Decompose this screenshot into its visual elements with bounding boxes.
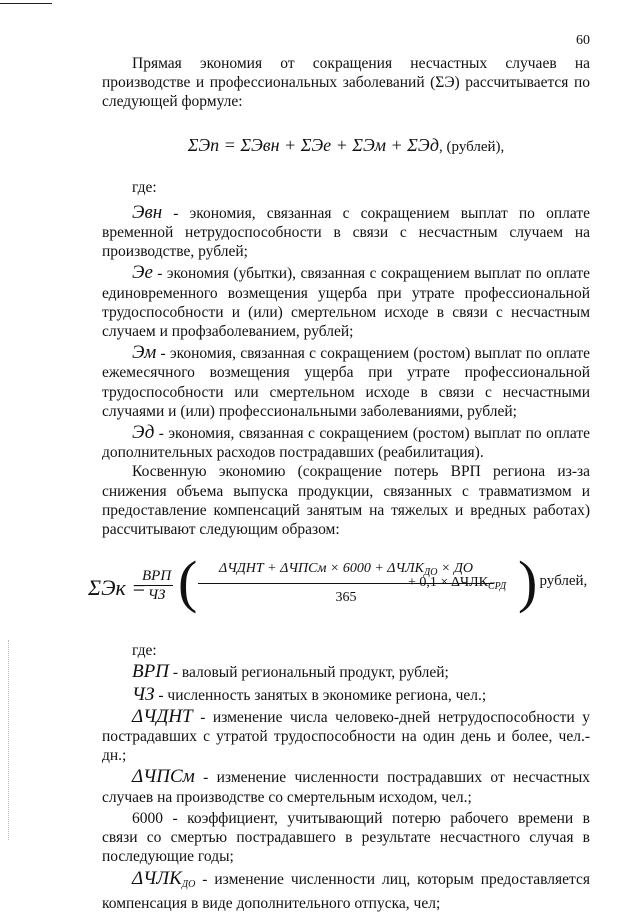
definition-item — [102, 263, 590, 341]
definition-item — [102, 662, 590, 682]
definition-symbol: Эе — [132, 262, 153, 284]
fraction-denominator: 365 — [335, 590, 357, 606]
definition-item — [102, 203, 590, 262]
definition-subscript: ДО — [181, 878, 196, 890]
page-number: 60 — [576, 33, 590, 48]
formula-direct-savings — [102, 134, 590, 158]
definition-text: - экономия (убытки), связанная с сокращением выплат по оплате единовременного возмещения ущерба при утрате профессиональной трудоспособности и (или) смертельном исходе в связи с несчастным случаем и профзаболеванием, рублей; — [102, 265, 590, 341]
formula2-fraction-vrp — [140, 567, 173, 604]
definition-item — [102, 767, 590, 806]
fraction-denominator: ЧЗ — [147, 587, 166, 604]
definition-item — [102, 423, 590, 462]
numerator-text: ΔЧДНТ + ΔЧПСм × 6000 + ΔЧЛК — [219, 561, 424, 577]
scan-margin-dots — [8, 640, 11, 840]
definition-text: - экономия, связанная с сокращением выплат по оплате временной нетрудоспособности в связи с несчастным случаем на производстве, рублей; — [102, 204, 590, 261]
tail-text: + 0,1 × ΔЧЛК — [408, 575, 488, 591]
definition-symbol: ВРП — [132, 661, 169, 683]
formula2-tail — [408, 575, 506, 592]
formula-expression: ΣЭп = ΣЭвн + ΣЭе + ΣЭм + ΣЭд — [187, 134, 440, 155]
definition-text: - экономия, связанная с сокращением (ростом) выплат по оплате ежемесячного возмещения ущерба при утрате профессиональной трудоспособности или смертельном исходе в связи с несчастными случаями и (или) профессиональными заболеваниями, рублей; — [102, 345, 590, 420]
definition-symbol: ΔЧПСм — [132, 766, 195, 788]
definition-symbol: ЧЗ — [132, 683, 155, 705]
numerator-subscript: ДО — [423, 567, 438, 579]
definition-symbol: ΔЧЛК — [132, 867, 182, 889]
definition-text: - изменение численности пострадавших от несчастных случаев на производстве со смертельным исходом, чел.; — [102, 769, 590, 806]
definition-symbol: ΔЧДНТ — [132, 705, 193, 727]
intro-paragraph: Прямая экономия от сокращения несчастных случаев на производстве и профессиональных заболеваний (ΣЭ) рассчитывается по следующей формуле: — [102, 55, 590, 111]
definition-text: - численность занятых в экономике региона, чел.; — [154, 686, 487, 704]
page-content — [88, 54, 590, 913]
definition-text: - изменение числа человеко-дней нетрудоспособности у пострадавших с утратой трудоспособности на один день и более, чел.-дн.; — [102, 708, 590, 765]
indirect-paragraph: Косвенную экономию (сокращение потерь ВРП региона из-за снижения объема выпуска продукции, связанных с травматизмом и предоставление компенсаций занятым на тяжелых и вредных работах) рассчитывают следующим образом: — [102, 463, 590, 539]
formula2-unit: , рублей, — [532, 573, 588, 590]
definition-symbol: Эвн — [132, 201, 163, 223]
formula-unit: , (рублей), — [439, 138, 505, 155]
left-parenthesis: ( — [178, 549, 198, 615]
scan-edge-line — [0, 3, 52, 4]
fraction-numerator: ВРП — [142, 568, 172, 585]
definition-text: 6000 - коэффициент, учитывающий потерю рабочего времени в связи со смертью пострадавшего в результате несчастного случая в последующие годы; — [102, 809, 590, 866]
definition-symbol: Эм — [132, 342, 157, 364]
right-parenthesis: ) — [518, 549, 538, 615]
definition-item — [102, 343, 590, 421]
definition-symbol: Эд — [132, 422, 155, 444]
definition-text: - валовый региональный продукт, рублей; — [168, 664, 449, 682]
definition-item — [102, 809, 590, 867]
definition-item — [102, 869, 590, 913]
definition-item — [102, 707, 590, 766]
definition-item — [102, 685, 590, 705]
tail-subscript: СРД — [487, 581, 507, 593]
where-label: где: — [132, 642, 157, 660]
formula-indirect-savings — [88, 549, 590, 631]
formula2-lhs: ΣЭк = — [88, 575, 147, 601]
definition-text: - изменение численности лиц, которым предоставляется компенсация в виде дополнительного отпуска, чел; — [102, 870, 590, 912]
definition-text: - экономия, связанная с сокращением (ростом) выплат по оплате дополнительных расходов пострадавших (реабилитация). — [102, 425, 590, 462]
where-label: где: — [132, 178, 157, 196]
numerator-tail: × ДО — [437, 561, 473, 577]
